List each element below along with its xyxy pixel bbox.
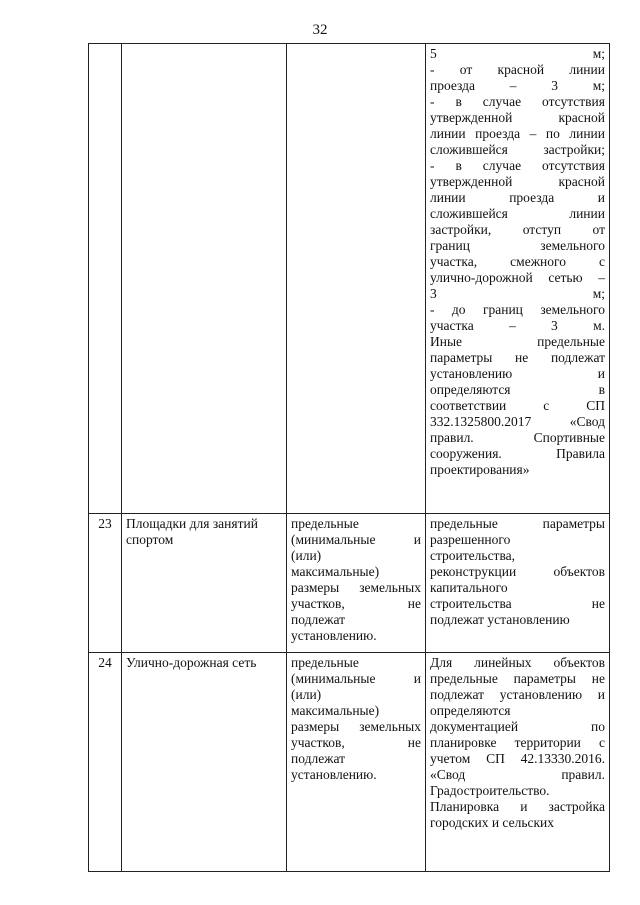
text-line: (минимальные и [291, 532, 421, 547]
text-line: предельные параметры [430, 516, 605, 531]
text-line: 5 м; [430, 46, 605, 61]
text-line: документацией по [430, 719, 605, 734]
row-name: Площадки для занятий спортом [122, 514, 287, 653]
text-line: застройки, отступ от [430, 222, 605, 237]
text-line: предельные [291, 516, 359, 531]
text-line: улично-дорожной сетью – [430, 270, 605, 285]
text-line: (или) [291, 687, 322, 702]
text-line: - до границ земельного [430, 302, 605, 317]
text-line: линии проезда и [430, 190, 605, 205]
text-line: максимальные) [291, 703, 380, 718]
text-line: капитального [430, 580, 508, 595]
text-line: городских и сельских [430, 815, 554, 830]
text-line: - в случае отсутствия [430, 94, 605, 109]
text-line: участков, не [291, 596, 421, 611]
text-line: утвержденной красной [430, 174, 605, 189]
text-line: параметры не подлежат [430, 350, 605, 365]
row-number [89, 44, 122, 514]
text-line: проектирования» [430, 462, 530, 477]
text-line: планировке территории с [430, 735, 605, 750]
text-line: (минимальные и [291, 671, 421, 686]
row-params-construction [426, 44, 610, 514]
regulations-table [88, 43, 610, 872]
text-line: участка, смежного с [430, 254, 605, 269]
text-line: размеры земельных [291, 580, 421, 595]
row-number: 24 [89, 653, 122, 872]
text-line: предельные [291, 655, 359, 670]
text-line: определяются в [430, 382, 605, 397]
text-line: установлению. [291, 767, 377, 782]
text-line: подлежат [291, 751, 346, 766]
table-row [89, 514, 610, 653]
text-line: подлежат установлению и [430, 687, 605, 702]
text-line: проезда – 3 м; [430, 78, 605, 93]
text-line: строительства не [430, 596, 605, 611]
text-line: определяются [430, 703, 511, 718]
text-line: участка – 3 м. [430, 318, 605, 333]
text-line: размеры земельных [291, 719, 421, 734]
text-line: - в случае отсутствия [430, 158, 605, 173]
row-name: Улично-дорожная сеть [122, 653, 287, 872]
text-line: «Свод правил. [430, 767, 605, 782]
text-line: границ земельного [430, 238, 605, 253]
text-line: Иные предельные [430, 334, 605, 349]
text-line: соответствии с СП [430, 398, 605, 413]
text-line: разрешенного [430, 532, 511, 547]
text-line: сооружения. Правила [430, 446, 605, 461]
text-line: строительства, [430, 548, 516, 563]
row-params-land [287, 653, 426, 872]
text-line: предельные параметры не [430, 671, 605, 686]
text-line: подлежат установлению [430, 612, 570, 627]
text-line: реконструкции объектов [430, 564, 605, 579]
text-line: Для линейных объектов [430, 655, 605, 670]
text-line: Планировка и застройка [430, 799, 605, 814]
text-line: сложившейся застройки; [430, 142, 605, 157]
text-line: - от красной линии [430, 62, 605, 77]
table-row [89, 653, 610, 872]
text-line: 3 м; [430, 286, 605, 301]
row-number: 23 [89, 514, 122, 653]
text-line: участков, не [291, 735, 421, 750]
text-line: правил. Спортивные [430, 430, 605, 445]
text-line: 332.1325800.2017 «Свод [430, 414, 605, 429]
text-line: линии проезда – по линии [430, 126, 605, 141]
text-line: сложившейся линии [430, 206, 605, 221]
row-params-construction [426, 514, 610, 653]
row-params-land [287, 44, 426, 514]
row-params-construction [426, 653, 610, 872]
text-line: Градостроительство. [430, 783, 550, 798]
text-line: установлению. [291, 628, 377, 643]
page-number: 32 [312, 22, 328, 38]
text-line: подлежат [291, 612, 346, 627]
row-name [122, 44, 287, 514]
text-line: максимальные) [291, 564, 380, 579]
row-params-land [287, 514, 426, 653]
text-line: установлению и [430, 366, 605, 381]
text-line: учетом СП 42.13330.2016. [430, 751, 605, 766]
text-line: утвержденной красной [430, 110, 605, 125]
text-line: (или) [291, 548, 322, 563]
table-row [89, 44, 610, 514]
